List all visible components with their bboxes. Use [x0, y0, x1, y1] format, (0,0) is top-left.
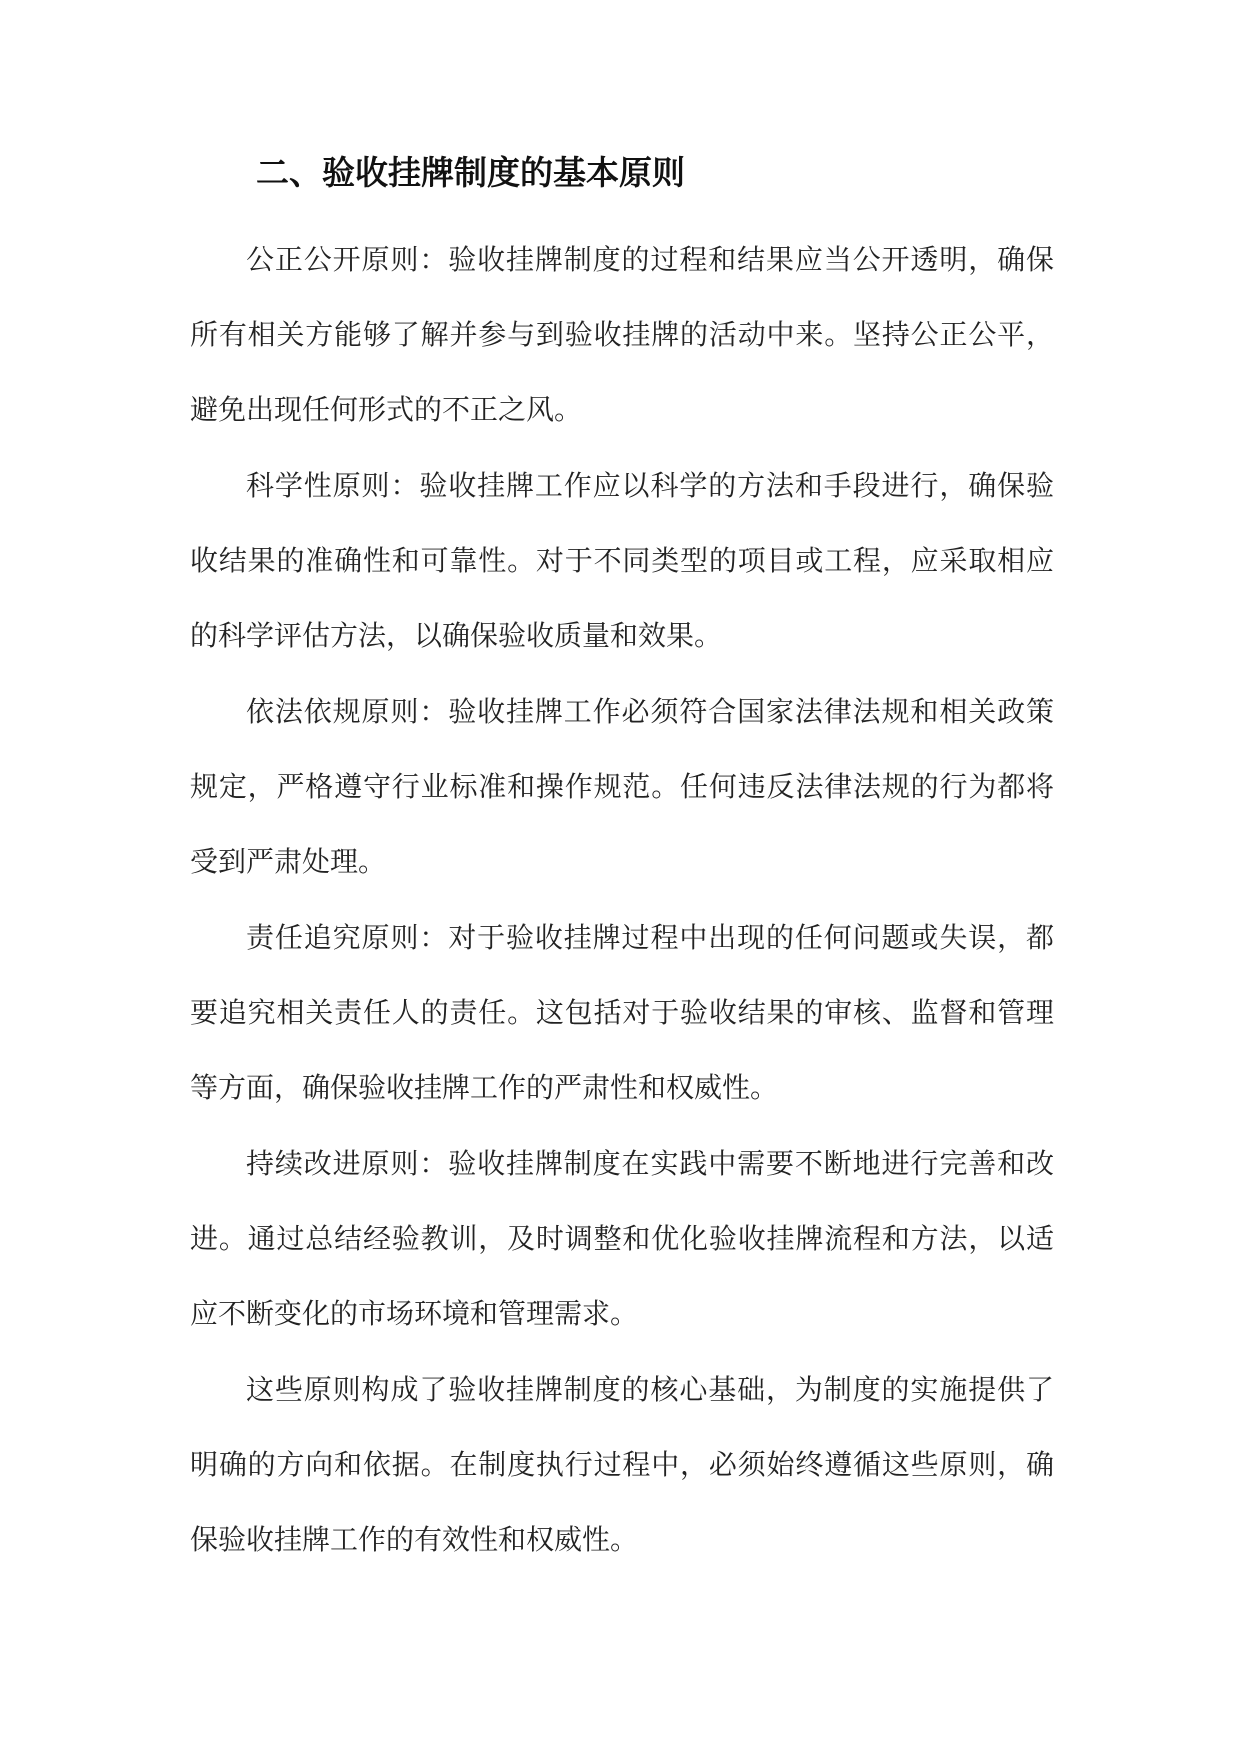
paragraph-conclusion: 这些原则构成了验收挂牌制度的核心基础，为制度的实施提供了明确的方向和依据。在制度执行过程中，必须始终遵循这些原则，确保验收挂牌工作的有效性和权威性。 [190, 1373, 1054, 1556]
section-heading: 二、验收挂牌制度的基本原则 [256, 153, 685, 192]
paragraph-legal-compliance-principle: 依法依规原则：验收挂牌工作必须符合国家法律法规和相关政策规定，严格遵守行业标准和操作规范。任何违反法律法规的行为都将受到严肃处理。 [190, 695, 1054, 878]
paragraph-fairness-principle: 公正公开原则：验收挂牌制度的过程和结果应当公开透明，确保所有相关方能够了解并参与到验收挂牌的活动中来。坚持公正公平，避免出现任何形式的不正之风。 [190, 243, 1054, 426]
paragraph-continuous-improvement-principle: 持续改进原则：验收挂牌制度在实践中需要不断地进行完善和改进。通过总结经验教训，及时调整和优化验收挂牌流程和方法，以适应不断变化的市场环境和管理需求。 [190, 1147, 1054, 1330]
paragraph-scientific-principle: 科学性原则：验收挂牌工作应以科学的方法和手段进行，确保验收结果的准确性和可靠性。对于不同类型的项目或工程，应采取相应的科学评估方法，以确保验收质量和效果。 [190, 469, 1054, 652]
paragraph-accountability-principle: 责任追究原则：对于验收挂牌过程中出现的任何问题或失误，都要追究相关责任人的责任。这包括对于验收结果的审核、监督和管理等方面，确保验收挂牌工作的严肃性和权威性。 [190, 921, 1054, 1104]
